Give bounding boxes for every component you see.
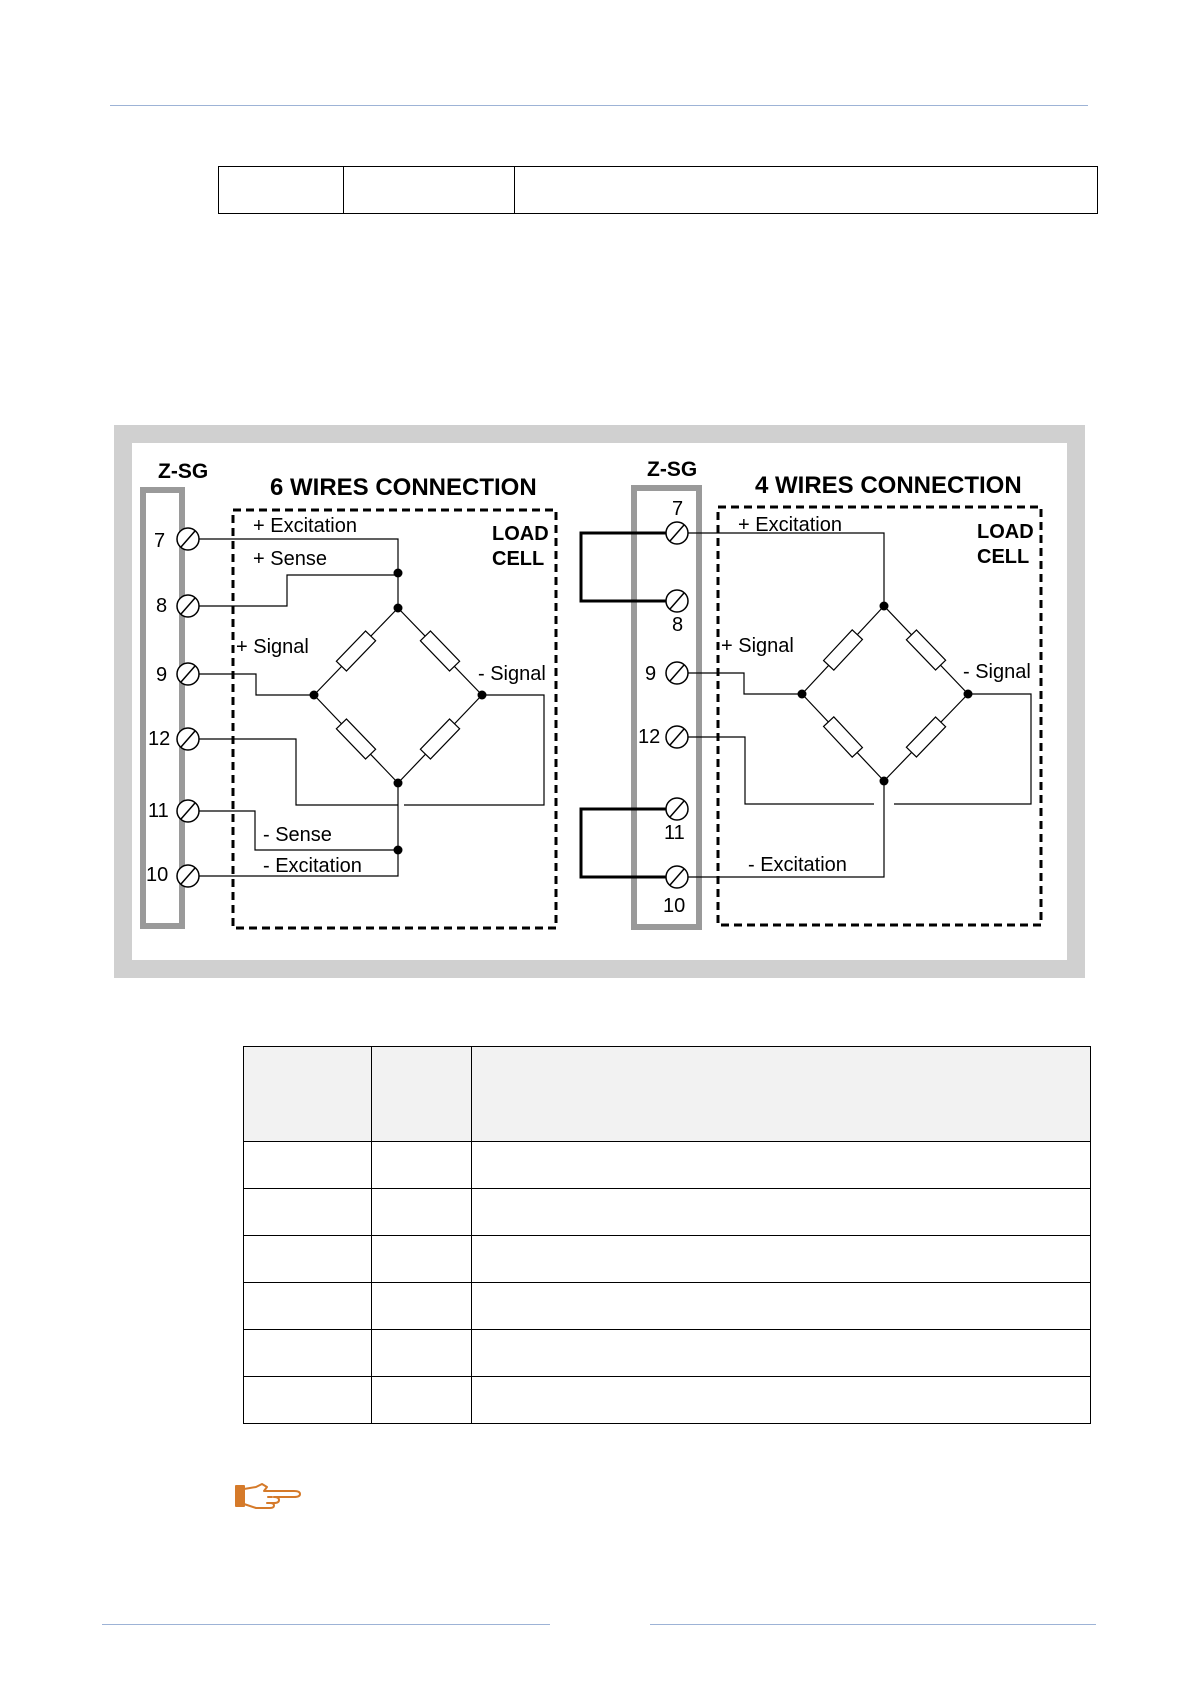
table-row [244,1142,1091,1189]
footer-rule-right [650,1624,1096,1625]
table-header-row [244,1047,1091,1142]
table-cell [472,1142,1091,1189]
table-row [244,1283,1091,1330]
table-row [244,1377,1091,1424]
diagram-title: 6 WIRES CONNECTION [270,474,537,501]
terminal-number: 8 [672,614,684,636]
table-cell [344,167,515,214]
table-row [219,167,1098,214]
table-row [244,1236,1091,1283]
table-cell [244,1142,372,1189]
terminal-number: 7 [672,498,684,520]
device-label: Z-SG [647,458,698,481]
table-cell [219,167,344,214]
diagram-title: 4 WIRES CONNECTION [755,472,1022,499]
load-cell-label: CELL [492,548,545,570]
table-cell [244,1189,372,1236]
device-label: Z-SG [158,460,209,483]
junction-dot [478,691,487,700]
junction-dot [394,846,403,855]
wire-label: - Excitation [748,854,847,876]
junction-dot [394,779,403,788]
table-cell [372,1283,472,1330]
junction-dot [394,604,403,613]
junction-dot [880,602,889,611]
junction-dot [394,569,403,578]
table-row [244,1330,1091,1377]
terminal-number: 8 [156,595,168,617]
table-row [244,1189,1091,1236]
table-cell [372,1330,472,1377]
top-table [218,166,1098,214]
table-cell [515,167,1098,214]
junction-dot [880,777,889,786]
load-cell-label: LOAD [492,523,549,545]
table-cell [472,1189,1091,1236]
junction-dot [964,690,973,699]
load-cell-label: CELL [977,546,1030,568]
bottom-table [243,1046,1091,1424]
table-cell [244,1330,372,1377]
wire-label: + Signal [721,635,794,657]
wire-label: - Sense [263,824,332,846]
header-rule [110,105,1088,106]
table-cell [472,1283,1091,1330]
terminal-number: 7 [154,530,166,552]
pointing-hand-icon [234,1480,304,1510]
terminal-number: 9 [156,664,168,686]
terminal-number: 12 [638,726,661,748]
table-cell [372,1236,472,1283]
table-cell [472,1330,1091,1377]
footer-rule-left [102,1624,550,1625]
terminal-number: 10 [663,895,686,917]
table-header-cell [244,1047,372,1142]
wire-label: - Signal [963,661,1031,683]
terminal-number: 9 [645,663,657,685]
table-cell [372,1377,472,1424]
table-cell [472,1236,1091,1283]
table-cell [472,1377,1091,1424]
wire-label: - Excitation [263,855,362,877]
table-cell [244,1236,372,1283]
table-cell [372,1142,472,1189]
wire-label: + Sense [253,548,327,570]
table-cell [372,1189,472,1236]
wire-label: + Excitation [738,514,842,536]
terminal-number: 11 [664,822,685,844]
load-cell-label: LOAD [977,521,1034,543]
junction-dot [798,690,807,699]
table-header-cell [472,1047,1091,1142]
wire-label: + Signal [236,636,309,658]
wire-label: - Signal [478,663,546,685]
wiring-diagram [114,425,1085,978]
terminal-number: 12 [148,728,171,750]
table-cell [244,1283,372,1330]
wire-label: + Excitation [253,515,357,537]
junction-dot [310,691,319,700]
terminal-number: 11 [148,800,169,822]
table-cell [244,1377,372,1424]
table-header-cell [372,1047,472,1142]
terminal-number: 10 [146,864,169,886]
